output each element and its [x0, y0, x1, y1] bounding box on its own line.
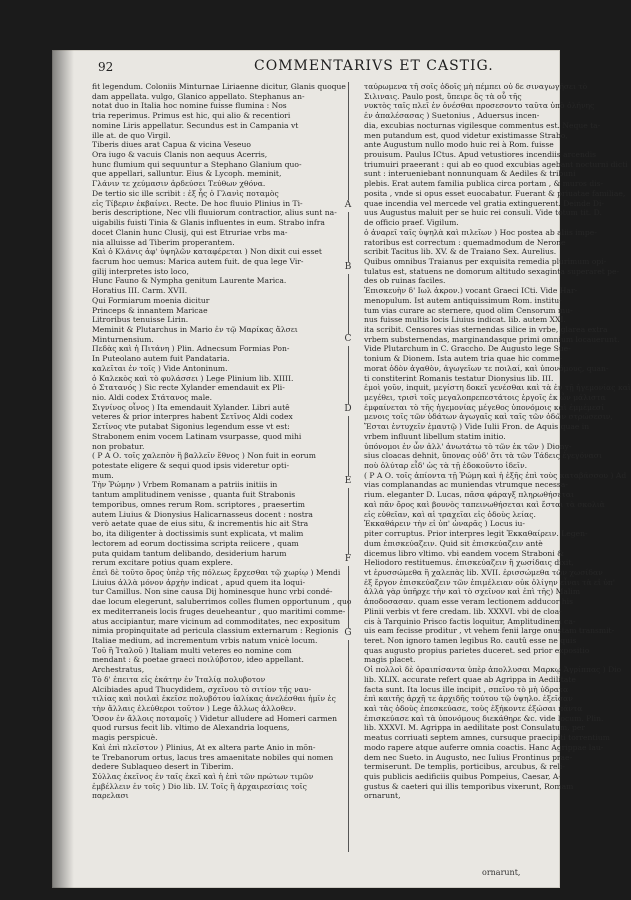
text-line: Strabonem enim vocem Latinam vsurpasse, quod mihi	[92, 431, 302, 441]
text-line: παρελασι	[92, 791, 129, 801]
text-line: Quibus omnibus Traianus per exquisita remedia plurimum opi-	[364, 256, 607, 266]
text-line: beris descriptione, Nec vlli fluuiorum contractior, alius sunt na-	[92, 208, 337, 218]
text-line: fit legendum. Coloniis Minturnae Liriaenne dicitur, Glanis quoque	[92, 82, 346, 91]
text-line: νυκτὸς ταῖς πλεῖ ἐν ὀνέσθαι προσεσοντο ταῦτα ὑπὸ ὀλήνης	[364, 101, 595, 111]
text-line: ἐν ἀπαλέσασας ) Suetonius , Aduersus incen-	[364, 111, 540, 121]
page-header	[98, 58, 548, 80]
text-line: hunc flumium qui sequuntur a Stephano Glanium quo-	[92, 159, 302, 169]
running-title: COMMENTARIVS ET CASTIG.	[254, 58, 494, 74]
text-line: ταύρωμενα τῆ σοῖς ὁδοῖς μὴ πέμπει οὐ δε σιναγωγήσει τὸ	[364, 82, 588, 91]
text-line: vrbem influunt libellum statim initio.	[364, 431, 506, 441]
text-line: men putandum est, quod videtur existimasse Strabo,	[364, 130, 568, 140]
text-line: ὁ Στατανός ) Sic recte Xylander emendauit ex Pli-	[92, 383, 285, 393]
text-line: μενοις τοῖς τῶν ὑδάτων ἀγωγαῖς καὶ ταῖς τῶν ὁδῶν στρώσεσιν,	[364, 412, 613, 422]
text-line: ποὺ ὀλύταρ εἶδ' ὡς τὰ τῇ ἐδοκοῦντο ἰδεῖν.	[364, 461, 527, 471]
text-line: Ἐκκαθάρειν τὴν εἰ ὑπ' ὠναρᾶς ) Locus iu-	[364, 519, 525, 529]
text-line: quis publicis aedificiis quibus Pompeius, Caesar, A-	[364, 772, 561, 782]
text-line: Τὸ δ' ἐπειτα εἰς ἑκάτην ἐν Ἰταλίᾳ πολυβοτον	[92, 674, 266, 684]
text-line: De tertio sic ille scribit : ἐξ ἧς ὁ Γλανὶς ποταμὸς	[92, 188, 279, 198]
text-line: Σιλιναις. Paulo post, ὕπειρε ὃς τὰ οὗ τῆς	[364, 91, 522, 101]
text-line: ἐμβέλλειν ἐν τοῖς ) Dio lib. LV. Τοῖς ἢ ἀρχαιρεσίαις τοῖς	[92, 781, 307, 791]
text-line: εἰς Τίβεριν ἐκβαίνει. Recte. De hoc fluuio Plinius in Ti-	[92, 198, 303, 208]
text-line: ἐπὶ καιτῆς ἀρχῆ τε ἀρχιδῆς τούτου τῷ ὑψηλο. ἐξεῖσαν	[364, 694, 573, 704]
text-line: Τὴν Ῥώμην ) Vrbem Romanam a patriis initiis in	[92, 480, 278, 490]
text-line: Πεδὰς καὶ ἡ Πιτάνη ) Plin. Adnecsum Formias Pon-	[92, 344, 290, 354]
text-line: dam appellata. vulgo, Glanico appellato. Stephanus an-	[92, 91, 305, 101]
text-line: mum.	[92, 470, 114, 480]
text-line: modo rapere atque auferre omnia coactis. Hanc Agrippae lau-	[364, 742, 604, 752]
text-line: tulatus est, statuens ne domorum altitudo sexaginta superaret pe-	[364, 266, 620, 276]
text-line: ἐμοὶ γοῦν, inquit, μεγίστη δοκεῖ γενέσθαι καὶ τὰ ἐν τῇ ἡγεμονίας καὶ	[364, 383, 631, 393]
text-line: ἀποδοσασαν. quam esse veram lectionem adducor his	[364, 597, 573, 607]
text-line: nio. Aldi codex Στάτανος male.	[92, 393, 213, 402]
text-line: nomine Liris appellatur. Secundus est in Campania vt	[92, 120, 299, 130]
text-line: docet Clanin hunc Clusij, qui est Etruriae vrbs ma-	[92, 227, 288, 237]
text-line: ti constiterint Romanis testatur Dionysius lib. III.	[364, 373, 554, 383]
text-line: Princeps & innantem Maricae	[92, 305, 208, 315]
text-line: gustus & caeteri qui illis temporibus vixerunt, Romam	[364, 781, 574, 791]
catchword: ornarunt,	[482, 868, 521, 877]
text-line: Γλάνιν τε χεύμασιν ἀρδεύσει Τεύθων χθόνα.	[92, 179, 266, 189]
text-line: autem Liuius & Dionysius Halicarnasseus docent : nostra	[92, 509, 313, 519]
text-line: ante Augustum nullo modo huic rei à Rom. fuisse	[364, 140, 554, 150]
text-line: Alcibiades apud Thucydidem, σχεῖνου τὸ σιτίον τῆς ναυ-	[92, 684, 312, 694]
text-line: teret. Non ignoro tamen legibus Ro. cautû esse ne quis	[364, 635, 577, 645]
text-line: meatus corriuati septem amnes, cursuque praecipiti torrentium	[364, 733, 610, 743]
text-line: gilij interpretes isto loco,	[92, 266, 189, 276]
text-line: te Trebanorum ortus, lacus tres amaenitate nobiles qui nomen	[92, 752, 334, 762]
text-line: ille at. de quo Virgil.	[92, 130, 171, 140]
text-line: facta sunt. Ita locus ille incipit , σπεῖνο τὸ μὴ ὑδρατα	[364, 684, 569, 694]
text-line: ἀλλὰ γὰρ ὑπῆρχε τὴν καὶ τὸ σχεῖνον καὶ ἐπὶ τῆς) Malim	[364, 587, 581, 597]
text-line: Οἱ πολλοὶ δὲ ὁραιπίσαντα ὑπὲρ ἀπολλυσαι Μαρκῳ Ἀγρίππας ) Dio	[364, 665, 622, 675]
text-line: Heliodoro restituemus. ἐπισκεύαζειν ἢ χωσίδαις dixit,	[364, 558, 574, 568]
text-line: καὶ τὰς ὁδοὺς ἐπεσκεύασε, τοὺς ἐξήκοντε ἐξώσαι πάντα	[364, 704, 583, 713]
text-line: In Puteolano autem fuit Pandataria.	[92, 354, 230, 364]
text-line: termiserunt. De templis, porticibus, arcubus, & reli-	[364, 762, 565, 772]
text-line: ratoribus est correctum : quemadmodum de Nerone	[364, 237, 566, 247]
text-line: ( Ρ Α Ο. τοῖς χαλεπὸν ἣ βαλλεῖν ἔθνος ) Non fuit in eorum	[92, 451, 316, 461]
text-line: cis à Tarquinio Prisco factis loquitur, Amplitudinem ca-	[364, 616, 576, 626]
text-line: morat ὁδὸν ἀγαθὸν, ἀγωγεῖων τε ποιλαί, καὶ ὑπονόμους, quan-	[364, 363, 609, 373]
text-line: tonium & Dionem. Ista autem tria quae hic comme-	[364, 354, 563, 364]
text-line: ornarunt,	[364, 791, 401, 801]
text-line: Horatius III. Carm. XVII.	[92, 286, 188, 296]
text-line: vt ἐρυσσώμεθα ἢ χαλεπὰς lib. XVII. ἐρισσώμεθα τῶν χωσίδαν	[364, 567, 603, 577]
text-line: Σετῖνος vte putabat Sigonius legendum esse vt est:	[92, 422, 290, 432]
text-line: de officio praef. Vigilum.	[364, 218, 459, 228]
text-line: ὁ ἀναρεῖ ταῖς ὑψηλὰ καὶ πιλεῖων ) Hoc postea ab aliis impe-	[364, 227, 597, 237]
text-line: quae incendia vel mercede vel gratia extinguerent. Deinde Di-	[364, 198, 604, 208]
text-line: plebis. Erat autem familia publica circa portam , & muros dis-	[364, 179, 604, 189]
text-line: scribit Tacitus lib. XV. & de Traiano Sex. Aurelius.	[364, 247, 557, 257]
text-line: triumuiri praeerant : qui ab eo quod excubias agebant nocturni dicti	[364, 159, 628, 169]
text-line: Plinii verbis vt fere credam. lib. XXXVI. vbi de cloa-	[364, 606, 562, 616]
text-line: Qui Formiarum moenia dicitur	[92, 295, 210, 305]
text-line: μεγέθει, τρισὶ τοῖς μεγαλοπρεπεστάτοις ἐργοῖς ἐκ ὧν μάλιστα	[364, 393, 606, 402]
text-line: dum ἐπισκεύαζειν. Quid sit ἐπισκεύαζειν antè	[364, 538, 543, 548]
text-line: uis eam fecisse proditur , vt vehem fenii large onustam transmit-	[364, 626, 615, 636]
text-line: Tiberis diues arat Capua & vicina Veseuo	[92, 140, 251, 150]
text-line: καὶ πᾶν ὄρος καὶ βουνὸς ταπεινωθήσεται καὶ ἔσται τὰ σκολιὰ	[364, 499, 605, 509]
text-line: Ἔσται ἐντυχεῖν ἐμαυτῷ ) Vide Iulii Fron. de Aquis quae in	[364, 422, 590, 432]
margin-letter: D	[341, 404, 355, 416]
text-line: que appellari, salluntur. Eius & Lycoph. meminit,	[92, 169, 282, 179]
text-line: tria reperimus. Primus est hic, qui alio & recentiori	[92, 111, 291, 121]
text-line: tur Camillus. Non sine causa Dij hominesque hunc vrbi condé-	[92, 587, 333, 597]
text-line: magis perspicuè.	[92, 733, 158, 743]
text-line: sius cloacas dehnit, ὕπονας οὐδ' ὅτι τὰ τῶν Τάδεις ἐγεγόνασι	[364, 451, 602, 461]
text-line: τὴν ἄλλαις ἐλεύθεροι τοῦτον ) Lege ἄλλως ἀλλοθεν.	[92, 704, 297, 713]
text-line: τιλίας καὶ ποιλαὶ ἐκεῖσε πολυβότου ἰαλίκας ἀνελέσθαι ἡμῖν ἐς	[92, 694, 336, 704]
text-line: καλεῖται ἐν τοῖς ) Vide Antoninum.	[92, 363, 228, 373]
text-line: Ora iugo & vacuis Clanis non aequus Acerris,	[92, 150, 268, 160]
text-line: veteres & prior interpres habent Σετῖνος Aldi codex	[92, 412, 293, 422]
text-line: lib. XLIX. accurate refert quae ab Agrippa in Aedilitate	[364, 674, 576, 684]
column-divider	[348, 82, 349, 852]
text-line: Italiae medium, ad incrementum vrbis natum vnicè locum.	[92, 635, 318, 645]
text-line: verò aetate quae de eius situ, & incrementis hic ait Stra	[92, 519, 309, 529]
text-line: tum vias curare ac sternere, quod olim Censorum mu-	[364, 305, 573, 315]
book-page	[52, 50, 631, 888]
text-line: mendant : & poetae graeci ποιλύβοτον, ideo appellant.	[92, 655, 304, 665]
text-line: Liuius ἀλλὰ μόνον ἀρχὴν indicat , apud quem ita loqui-	[92, 577, 306, 587]
text-line: Meminit & Plutarchus in Mario ἐν τῷ Μαρίκας ἄλσει	[92, 324, 298, 334]
text-line: ἐπισκεύασε καὶ τὰ ὑπονόμους διεκάθηρε &c. vide locum. Plin.	[364, 713, 604, 723]
text-line: des ob ruinas faciles.	[364, 276, 446, 286]
text-line: Hunc Fauno & Nympha genitum Laurente Marica.	[92, 276, 287, 286]
text-line: Minturnensium.	[92, 334, 154, 344]
text-line: nimia propinquitate ad pericula classium externarum : Regionis	[92, 626, 339, 636]
text-line: Vide Plutarchum in C. Graccho. De Augusto lege Sue-	[364, 344, 571, 354]
margin-letter: C	[341, 334, 355, 346]
text-line: Ἐπισκευὴν δ' Ιωλ ἀκρον.) vocant Graeci ICti. Vide Har-	[364, 286, 578, 296]
text-line: potestate eligere & sequi quod ipsis videretur opti-	[92, 461, 290, 471]
text-line: Σιγνίνος οἶνος ) Ita emendauit Xylander. Libri autê	[92, 402, 290, 412]
text-line: lectorem ad eorum doctissima scripta reiicere , quam	[92, 538, 299, 548]
text-line: atus accipiantur, mare vicinum ad commoditates, nec expositum	[92, 616, 341, 626]
text-line: Τοῦ ἢ Ἰταλοῦ ) Italiam multi veteres eo nomine com	[92, 645, 292, 655]
margin-letter: B	[341, 262, 355, 274]
text-line: ἐμφαίνεται τὸ τῆς ἡγεμονίας μέγεθος ὑπονόμοις καὶ ἐμμέμεσί	[364, 402, 605, 412]
text-line: vrbem substernendas, marginandasque primi omnium locauerunt.	[364, 334, 620, 344]
text-line: ἐπεὶ δὲ τοῦτο ὄρος ὑπὲρ τῆς πόλεως ἔρχεσθαι τῷ χωρίῳ ) Mendi	[92, 567, 341, 577]
text-line: ἐξ ἔργον ἐπισκεύαζειν τῶν ἐπιμέλειαν οὐκ ὀλίγην εἶναι τὰ εἰ ὑπ'	[364, 577, 615, 587]
text-line: dia, excubias nocturnas vigilesque commentus est. Neque ta-	[364, 120, 601, 130]
text-line: tantum amplitudinem venisse , quanta fuit Strabonis	[92, 490, 296, 500]
text-line: dae locum elegerunt, saluberrimos colles flumen opportunum , quo	[92, 597, 352, 607]
text-line: menopulum. Ist autem antiquissimum Rom. institu-	[364, 295, 562, 305]
text-line: dicemus libro vltimo. vbi eandem vocem Straboni &	[364, 548, 564, 558]
text-line: Archestratus,	[92, 665, 145, 675]
text-line: bo, ita diligenter à doctissimis sunt explicata, vt malim	[92, 529, 304, 539]
text-line: magis placet.	[364, 655, 416, 665]
text-line: ita scribit. Censores vias sternendas silice in vrbe, glarea extra	[364, 324, 608, 334]
right-column	[364, 82, 631, 801]
text-line: ὑπόνομοι ἐν ὧν ἀλλ' ἀνωτάτω τὸ τῶν ἐκ τῶν ) Diony-	[364, 441, 572, 451]
text-line: piter corruptus. Prior interpres legit Ἐκκαθαίρειν. Legen-	[364, 529, 588, 539]
text-line: Litroribus tenuisse Lirin.	[92, 315, 189, 325]
text-line: Ὅσον ἐν ἄλλοις ποταμοῖς ) Videtur alludere ad Homeri carmen	[92, 713, 338, 723]
text-line: Σύλλας ἐκεῖνος ἐν ταῖς ἐκεῖ καὶ ἡ ἐπὶ τῶν πρώτων τιμῶν	[92, 772, 314, 782]
text-line: εἰς εὐθεῖαν, καὶ αἱ τραχεῖαι εἰς ὁδοὺς λείας.	[364, 509, 536, 519]
text-line: sunt : interueniebant nonnunquam & Aediles & tribuni	[364, 169, 576, 179]
margin-letter: F	[341, 554, 355, 566]
text-line: posita , vnde si opus esset euocabatur. Fuerant & priuatae familiae,	[364, 188, 626, 198]
text-line: dem nec Sueto. in Augusto, nec Iulius Frontinus prae-	[364, 752, 573, 762]
text-line: puta quidam tantum delibando, desiderium harum	[92, 548, 287, 558]
text-line: uus Augustus maluit per se huic rei consuli. Vide totum tit. D.	[364, 208, 602, 218]
text-line: non probatur.	[92, 441, 145, 451]
page-number: 92	[98, 60, 114, 74]
text-line: quas augusto propius parietes duceret. sed prior expositio	[364, 645, 590, 655]
text-line: quod rursus fecit lib. vltimo de Alexandria loquens,	[92, 723, 290, 733]
text-line: nus fuisse multis locis Liuius indicat. lib. autem XXI.	[364, 315, 566, 325]
text-line: ex mediterraneis locis fruges deueheantur , quo maritimi comme-	[92, 606, 346, 616]
text-line: ὁ Καλεκὸς καὶ τὸ φυλάσσει ) Lege Plinium lib. XIIII.	[92, 373, 294, 383]
left-column	[92, 82, 352, 801]
text-line: vias complanandas ac muniendas vtrumque necessa-	[364, 480, 568, 490]
text-line: Καὶ ἐπὶ πλεῖστον ) Plinius, At ex altera parte Anio in mōn-	[92, 742, 316, 752]
margin-letter: E	[341, 476, 355, 488]
text-line: prouisum. Paulus ICtus. Apud vetustiores incendiis arcendis	[364, 150, 597, 160]
text-line: ( Ρ Α Ο. τοῖς ἀπίοντα τῇ Ῥώμη καὶ ἡ ἑξῆς ἐπὶ τοὺς καταβάσσου ) Ad	[364, 470, 627, 480]
text-line: dedere Sublaqueo desert in Tiberim.	[92, 762, 234, 772]
text-line: rerum excitare potius quam explere.	[92, 558, 233, 568]
text-line: uigabilis fuisti Tinia & Glanis influentes in eum. Strabo infra	[92, 218, 325, 228]
text-line: nia alluisse ad Tiberim properantem.	[92, 237, 235, 247]
margin-letter: A	[341, 200, 355, 212]
text-line: notat duo in Italia hoc nomine fuisse flumina : Nos	[92, 101, 287, 111]
text-line: lib. XXXVI. M. Agrippa in aedilitate post Consulatum, per	[364, 723, 585, 733]
text-line: rium. eleganter D. Lucas, πᾶσα φάραγξ πληρωθήσεται	[364, 490, 574, 500]
text-line: Καὶ ὁ Κλάνις ἀφ' ὑψηλῶν καταφέρεται ) Non dixit cui esset	[92, 247, 322, 257]
text-line: facrum hoc uemus: Marica autem fuit. de qua lege Vir-	[92, 256, 304, 266]
text-line: temporibus, omnes rerum Rom. scriptores , praesertim	[92, 499, 305, 509]
margin-letter: G	[341, 628, 355, 640]
